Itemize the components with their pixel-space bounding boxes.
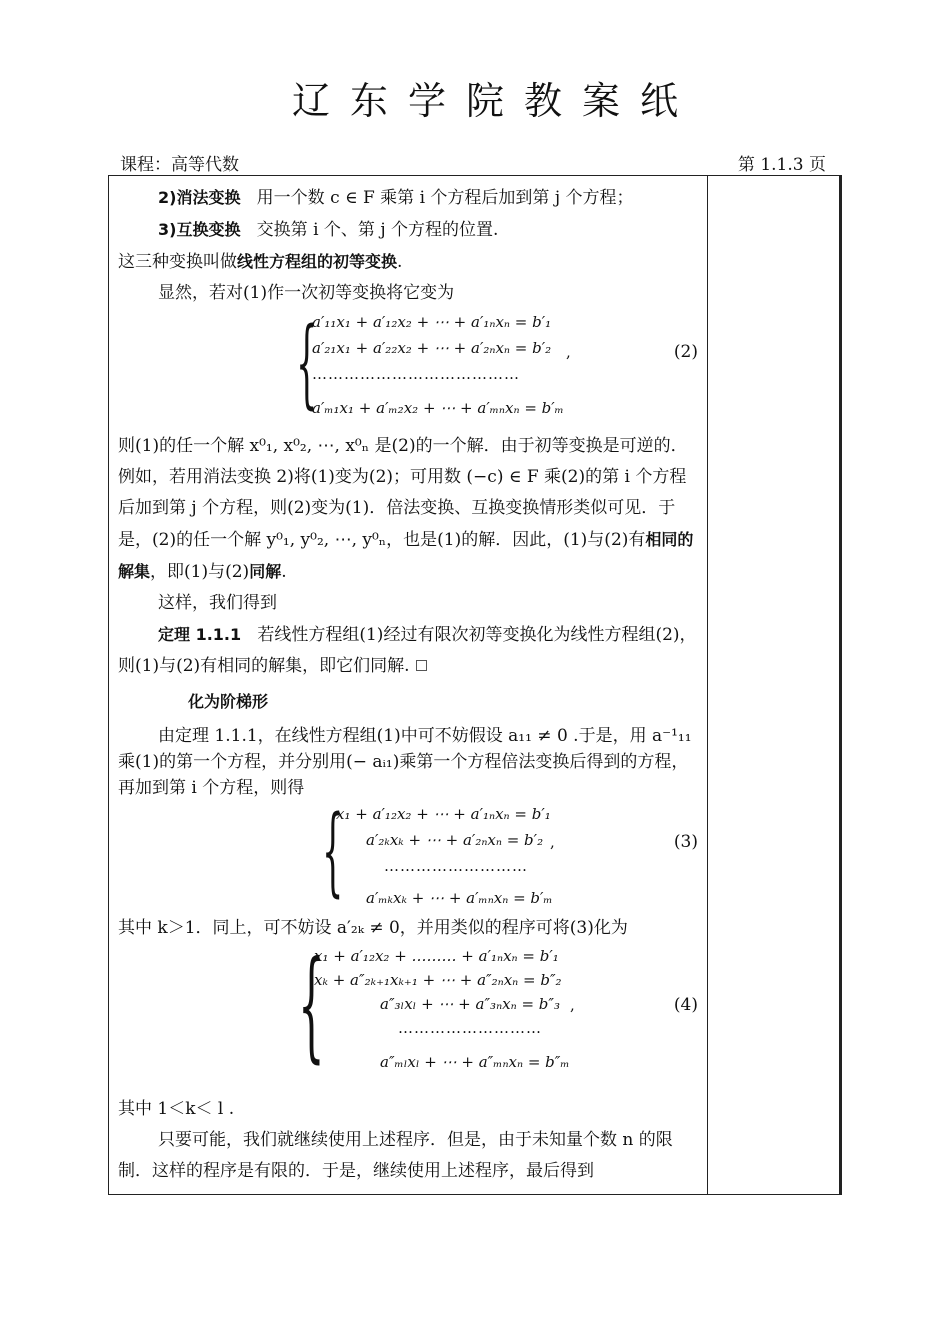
left-brace-icon: { xyxy=(298,936,325,1075)
item-2-label: 2)消法变换 xyxy=(158,188,241,207)
side-column-divider xyxy=(707,175,708,1195)
equation-tag: (2) xyxy=(673,342,698,362)
system-row: a′ₘ₁x₁ + a′ₘ₂x₂ + ⋯ + a′ₘₙxₙ = b′ₘ xyxy=(312,399,564,417)
item-2-text: 用一个数 c ∈ F 乘第 i 个方程后加到第 j 个方程； xyxy=(256,188,634,208)
system-row: a′₂₁x₁ + a′₂₂x₂ + ⋯ + a′₂ₙxₙ = b′₂ xyxy=(312,339,552,357)
system-row: a′₁₁x₁ + a′₁₂x₂ + ⋯ + a′₁ₙxₙ = b′₁ xyxy=(312,313,552,331)
section-title: 化为阶梯形 xyxy=(188,692,269,711)
paragraph-reduction: 由定理 1.1.1，在线性方程组(1)中可不妨假设 a₁₁ ≠ 0 .于是，用 a⁻¹₁₁ 乘(1)的第一个方程，并分别用(− aᵢ₁)乘第一个方程倍法变换后得到的方程，再加到第 i 个方程，则得 xyxy=(118,726,692,798)
equation-tag: (4) xyxy=(673,995,698,1015)
system-row: a′ₘₖxₖ + ⋯ + a′ₘₙxₙ = b′ₘ xyxy=(366,889,553,907)
elementary-transform-line: 这三种变换叫做线性方程组的初等变换. xyxy=(118,252,403,272)
course-label: 课程：高等代数 xyxy=(120,155,239,175)
equation-system-3: { x₁ + a′₁₂x₂ + ⋯ + a′₁ₙxₙ = b′₁ a′₂ₖxₖ + ⋯ + a′₂ₙxₙ = b′₂ ……………………… a′ₘₖxₖ + ⋯ + a′ₘₙxₙ = b′ₘ , (3) xyxy=(118,801,700,913)
system-row: a″₃ₗxₗ + ⋯ + a″₃ₙxₙ = b″₃ xyxy=(380,995,561,1013)
equation-tag: (3) xyxy=(673,832,698,852)
page-number: 第 1.1.3 页 xyxy=(737,155,826,175)
where-line-2: 其中 1＜k＜ l . xyxy=(118,1099,235,1119)
term-elementary-transform: 线性方程组的初等变换 xyxy=(237,252,398,271)
theorem xyxy=(118,619,700,682)
item-3 xyxy=(118,214,700,246)
paragraph-solutions: 则(1)的任一个解 x⁰₁, x⁰₂, ⋯, x⁰ₙ 是(2)的一个解．由于初等变换是可逆的．例如，若用消法变换 2)将(1)变为(2)；可用数 (−c) ∈ F 乘(2)的第 i 个方程后加到第 j 个方程，则(2)变为(1)．倍法变换、互换变换情形类似可见．于是，(2)的任一个解 y⁰₁, y⁰₂, ⋯, y⁰ₙ，也是(1)的解．因此，(1)与(2)有相同的解集，即(1)与(2)同解. xyxy=(118,436,694,582)
content-body xyxy=(118,182,700,1187)
system-row: a′₂ₖxₖ + ⋯ + a′₂ₙxₙ = b′₂ xyxy=(366,831,544,849)
system-row: x₁ + a′₁₂x₂ + ⋯ + a′₁ₙxₙ = b′₁ xyxy=(336,805,551,823)
thus-line: 这样，我们得到 xyxy=(158,593,277,613)
system-row: a″ₘₗxₗ + ⋯ + a″ₘₙxₙ = b″ₘ xyxy=(380,1053,570,1071)
item-2 xyxy=(118,182,700,214)
system-row: ……………………… xyxy=(398,1019,542,1037)
item-3-text: 交换第 i 个、第 j 个方程的位置. xyxy=(256,220,499,240)
system-row: ……………………… xyxy=(384,857,528,875)
page-title: 辽东学院教案纸 xyxy=(291,79,698,123)
term-same-solution-set: 相同的解集 xyxy=(118,530,694,581)
equation-system-2: { a′₁₁x₁ + a′₁₂x₂ + ⋯ + a′₁ₙxₙ = b′₁ a′₂₁x₁ + a′₂₂x₂ + ⋯ + a′₂ₙxₙ = b′₂ ………………………………… a′ₘ₁x₁ + a′ₘ₂x₂ + ⋯ + a′ₘₙxₙ = b′ₘ , (2) xyxy=(296,307,698,419)
left-brace-icon: { xyxy=(322,795,344,907)
item-3-label: 3)互换变换 xyxy=(158,220,241,239)
paragraph-final: 只要可能，我们就继续使用上述程序．但是，由于未知量个数 n 的限制．这样的程序是有限的．于是，继续使用上述程序，最后得到 xyxy=(118,1130,673,1181)
qed-square-icon xyxy=(416,660,427,671)
term-equivalent: 同解 xyxy=(249,562,282,581)
theorem-text: 若线性方程组(1)经过有限次初等变换化为线性方程组(2)，则(1)与(2)有相同的解集，即它们同解. xyxy=(118,625,697,676)
system-row: xₖ + a″₂ₖ₊₁xₖ₊₁ + ⋯ + a″₂ₙxₙ = b″₂ xyxy=(314,971,562,989)
where-line-1: 其中 k＞1．同上，可不妨设 a′₂ₖ ≠ 0，并用类似的程序可将(3)化为 xyxy=(118,918,628,938)
obvious-line: 显然，若对(1)作一次初等变换将它变为 xyxy=(158,283,455,303)
left-brace-icon: { xyxy=(296,307,318,419)
equation-system-4: { x₁ + a′₁₂x₂ + ……… + a′₁ₙxₙ = b′₁ xₖ + a″₂ₖ₊₁xₖ₊₁ + ⋯ + a″₂ₙxₙ = b″₂ a″₃ₗxₗ + ⋯ + a″₃ₙxₙ = b″₃ ……………………… a″ₘₗxₗ + ⋯ + a″ₘₙxₙ = b″ₘ , (4) xyxy=(298,936,698,1075)
system-row: x₁ + a′₁₂x₂ + ……… + a′₁ₙxₙ = b′₁ xyxy=(314,947,559,965)
theorem-label: 定理 1.1.1 xyxy=(158,625,242,644)
system-row: ………………………………… xyxy=(312,365,520,383)
